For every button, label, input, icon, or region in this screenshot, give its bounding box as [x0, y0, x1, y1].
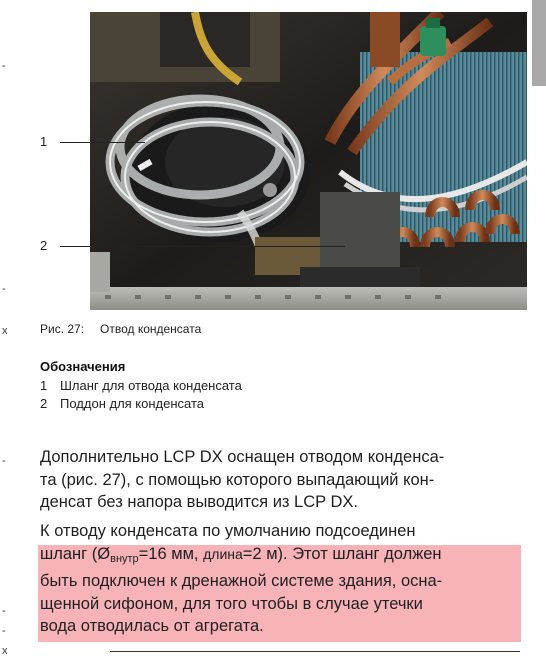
text-fragment-small: длина	[203, 545, 243, 562]
margin-mark: -	[2, 60, 6, 72]
margin-mark: -	[2, 283, 6, 295]
body-paragraph	[40, 446, 520, 514]
body-paragraph	[40, 520, 520, 638]
margin-mark: x	[2, 645, 8, 657]
footer-rule	[110, 651, 520, 652]
text-fragment: =16 мм,	[138, 544, 204, 563]
paragraph-line: вода отводилась от агрегата.	[40, 617, 264, 635]
paragraph-line: Дополнительно LCP DX оснащен отводом конденса-	[40, 448, 445, 466]
callout-line	[60, 142, 145, 143]
paragraph-line: быть подключен к дренажной системе здания, осна-	[40, 572, 443, 590]
paragraph-line: К отводу конденсата по умолчанию подсоединен	[40, 522, 416, 540]
margin-mark: -	[2, 455, 6, 467]
legend-title: Обозначения	[40, 359, 126, 374]
legend-item	[40, 396, 204, 411]
paragraph-line: та (рис. 27), с помощью которого выпадающий кон-	[40, 470, 435, 489]
legend-item	[40, 378, 242, 393]
margin-mark: -	[2, 625, 6, 637]
callout-number: 1	[40, 134, 48, 149]
chapter-tab	[532, 0, 546, 86]
caption-text: Отвод конденсата	[100, 322, 202, 336]
subscript: внутр	[110, 552, 139, 565]
legend-item-text: Поддон для конденсата	[60, 396, 205, 411]
callout-line	[60, 246, 345, 247]
condensate-drain-photo	[90, 12, 527, 310]
legend-item-text: Шланг для отвода конденсата	[60, 378, 242, 393]
paragraph-line: денсат без напора выводится из LCP DX.	[40, 493, 358, 511]
margin-mark: x	[2, 325, 8, 337]
text-fragment: =2 м). Этот шланг должен	[242, 544, 442, 563]
callout-number: 2	[40, 238, 48, 253]
margin-mark: -	[2, 605, 6, 617]
paragraph-line	[40, 543, 520, 571]
photo-illustration	[90, 12, 527, 310]
legend-item-number: 1	[40, 378, 48, 393]
figure-caption	[40, 322, 201, 336]
legend-item-number: 2	[40, 396, 48, 411]
caption-label: Рис. 27:	[40, 322, 85, 336]
paragraph-line: щенной сифоном, для того чтобы в случае утечки	[40, 594, 423, 613]
text-fragment: шланг (Ø	[40, 544, 111, 563]
